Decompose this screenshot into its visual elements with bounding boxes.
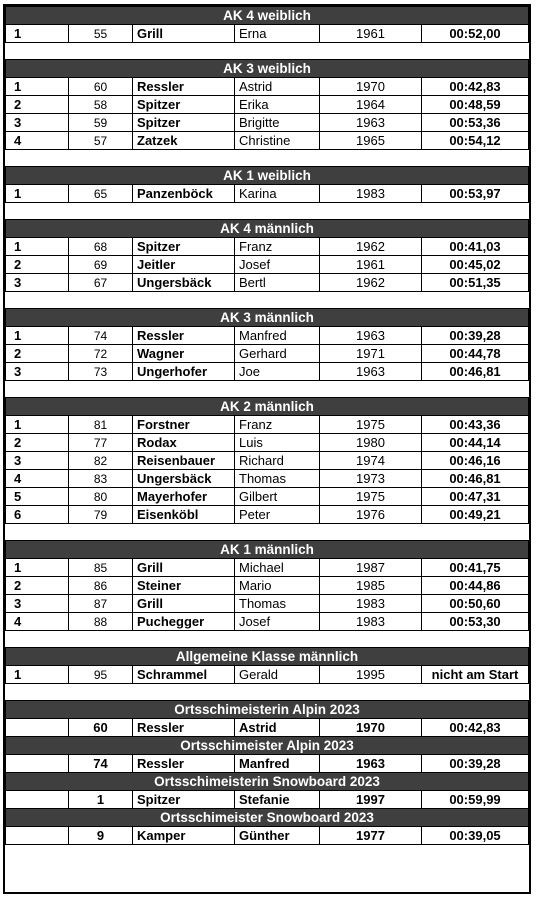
table-row (6, 488, 529, 506)
section-0-header (6, 7, 529, 25)
cell-time: 00:47,31 (422, 488, 529, 506)
cell-last: Rodax (133, 434, 235, 452)
cell-num: 59 (69, 114, 133, 132)
cell-rank: 2 (6, 256, 69, 274)
section-title: AK 3 männlich (6, 309, 529, 327)
cell-last: Spitzer (133, 96, 235, 114)
cell-last: Ungersbäck (133, 470, 235, 488)
champion-0-header (6, 701, 529, 719)
cell-rank: 6 (6, 506, 69, 524)
table-row (6, 470, 529, 488)
table-row (6, 613, 529, 631)
cell-year: 1963 (320, 327, 422, 345)
cell-time: 00:46,81 (422, 363, 529, 381)
cell-first: Franz (235, 416, 320, 434)
cell-time: 00:53,97 (422, 185, 529, 203)
cell-num: 58 (69, 96, 133, 114)
cell-year: 1975 (320, 488, 422, 506)
cell-first: Luis (235, 434, 320, 452)
cell-year: 1977 (320, 827, 422, 845)
cell-rank: 2 (6, 96, 69, 114)
spacer-cell (6, 292, 529, 309)
table-row (6, 506, 529, 524)
spacer-cell (6, 203, 529, 220)
cell-first: Richard (235, 452, 320, 470)
cell-rank: 4 (6, 613, 69, 631)
cell-rank: 1 (6, 327, 69, 345)
cell-rank: 1 (6, 666, 69, 684)
cell-last: Wagner (133, 345, 235, 363)
cell-time: 00:50,60 (422, 595, 529, 613)
cell-first: Astrid (235, 78, 320, 96)
cell-time: 00:42,83 (422, 719, 529, 737)
spacer-cell (6, 684, 529, 701)
results-sheet (3, 4, 531, 894)
cell-num: 60 (69, 78, 133, 96)
cell-first: Christine (235, 132, 320, 150)
cell-first: Michael (235, 559, 320, 577)
cell-num: 69 (69, 256, 133, 274)
cell-num: 86 (69, 577, 133, 595)
section-title: AK 3 weiblich (6, 60, 529, 78)
cell-last: Ungersbäck (133, 274, 235, 292)
cell-rank: 3 (6, 114, 69, 132)
cell-time: 00:51,35 (422, 274, 529, 292)
table-row (6, 96, 529, 114)
section-title: Allgemeine Klasse männlich (6, 648, 529, 666)
cell-rank: 3 (6, 363, 69, 381)
cell-year: 1962 (320, 274, 422, 292)
cell-year: 1964 (320, 96, 422, 114)
cell-last: Steiner (133, 577, 235, 595)
cell-last: Jeitler (133, 256, 235, 274)
cell-first: Bertl (235, 274, 320, 292)
cell-num: 67 (69, 274, 133, 292)
spacer-cell (6, 631, 529, 648)
table-row (6, 345, 529, 363)
cell-year: 1970 (320, 78, 422, 96)
cell-first: Peter (235, 506, 320, 524)
table-row (6, 755, 529, 773)
table-row (6, 719, 529, 737)
section-title: Ortsschimeister Snowboard 2023 (6, 809, 529, 827)
cell-year: 1974 (320, 452, 422, 470)
cell-num: 82 (69, 452, 133, 470)
cell-rank: 2 (6, 577, 69, 595)
section-title: AK 2 männlich (6, 398, 529, 416)
table-row (6, 434, 529, 452)
cell-year: 1995 (320, 666, 422, 684)
cell-time: 00:46,16 (422, 452, 529, 470)
table-row (6, 559, 529, 577)
cell-first: Franz (235, 238, 320, 256)
spacer-row (6, 150, 529, 167)
cell-num: 83 (69, 470, 133, 488)
section-5-header (6, 398, 529, 416)
cell-first: Joe (235, 363, 320, 381)
cell-rank: 3 (6, 452, 69, 470)
cell-last: Ressler (133, 719, 235, 737)
cell-last: Grill (133, 595, 235, 613)
table-row (6, 185, 529, 203)
cell-time: 00:41,03 (422, 238, 529, 256)
results-table (5, 6, 529, 845)
cell-first: Brigitte (235, 114, 320, 132)
cell-year: 1970 (320, 719, 422, 737)
cell-first: Mario (235, 577, 320, 595)
cell-time: 00:52,00 (422, 25, 529, 43)
cell-year: 1997 (320, 791, 422, 809)
cell-rank: 1 (6, 78, 69, 96)
cell-num: 85 (69, 559, 133, 577)
cell-num: 60 (69, 719, 133, 737)
cell-first: Thomas (235, 595, 320, 613)
cell-last: Reisenbauer (133, 452, 235, 470)
cell-first: Thomas (235, 470, 320, 488)
cell-year: 1985 (320, 577, 422, 595)
section-title: AK 1 männlich (6, 541, 529, 559)
cell-num: 81 (69, 416, 133, 434)
cell-year: 1971 (320, 345, 422, 363)
section-title: Ortsschimeisterin Snowboard 2023 (6, 773, 529, 791)
cell-num: 74 (69, 755, 133, 773)
cell-rank: 2 (6, 434, 69, 452)
cell-first: Manfred (235, 327, 320, 345)
cell-time: 00:41,75 (422, 559, 529, 577)
cell-last: Ressler (133, 78, 235, 96)
cell-time: 00:53,36 (422, 114, 529, 132)
table-row (6, 416, 529, 434)
cell-year: 1987 (320, 559, 422, 577)
spacer-row (6, 43, 529, 60)
cell-rank: 1 (6, 185, 69, 203)
cell-time: 00:44,78 (422, 345, 529, 363)
cell-time: 00:39,28 (422, 755, 529, 773)
section-4-header (6, 309, 529, 327)
cell-first: Josef (235, 613, 320, 631)
spacer-row (6, 524, 529, 541)
cell-time: 00:44,86 (422, 577, 529, 595)
cell-num: 55 (69, 25, 133, 43)
cell-time: 00:49,21 (422, 506, 529, 524)
cell-rank: 4 (6, 470, 69, 488)
cell-last: Kamper (133, 827, 235, 845)
cell-rank: 2 (6, 345, 69, 363)
cell-last: Spitzer (133, 791, 235, 809)
cell-year: 1965 (320, 132, 422, 150)
cell-rank: 5 (6, 488, 69, 506)
cell-first: Karina (235, 185, 320, 203)
cell-first: Josef (235, 256, 320, 274)
cell-last: Panzenböck (133, 185, 235, 203)
spacer-cell (6, 524, 529, 541)
cell-year: 1975 (320, 416, 422, 434)
cell-time: 00:42,83 (422, 78, 529, 96)
champion-1-header (6, 737, 529, 755)
cell-time: 00:39,28 (422, 327, 529, 345)
cell-rank (6, 755, 69, 773)
table-row (6, 132, 529, 150)
cell-first: Stefanie (235, 791, 320, 809)
cell-rank: 1 (6, 559, 69, 577)
spacer-cell (6, 43, 529, 60)
cell-rank: 3 (6, 595, 69, 613)
cell-num: 77 (69, 434, 133, 452)
cell-time: 00:54,12 (422, 132, 529, 150)
spacer-row (6, 381, 529, 398)
cell-first: Gerald (235, 666, 320, 684)
cell-num: 95 (69, 666, 133, 684)
cell-rank: 1 (6, 25, 69, 43)
cell-first: Erika (235, 96, 320, 114)
cell-time: 00:39,05 (422, 827, 529, 845)
cell-year: 1963 (320, 755, 422, 773)
section-title: AK 1 weiblich (6, 167, 529, 185)
table-row (6, 577, 529, 595)
cell-rank (6, 719, 69, 737)
spacer-row (6, 631, 529, 648)
cell-num: 88 (69, 613, 133, 631)
cell-last: Spitzer (133, 238, 235, 256)
cell-rank: 3 (6, 274, 69, 292)
cell-time: 00:53,30 (422, 613, 529, 631)
cell-num: 80 (69, 488, 133, 506)
section-3-header (6, 220, 529, 238)
section-7-header (6, 648, 529, 666)
cell-last: Schrammel (133, 666, 235, 684)
table-row (6, 256, 529, 274)
cell-time: 00:59,99 (422, 791, 529, 809)
section-title: Ortsschimeisterin Alpin 2023 (6, 701, 529, 719)
cell-num: 72 (69, 345, 133, 363)
cell-year: 1983 (320, 185, 422, 203)
table-row (6, 327, 529, 345)
spacer-row (6, 684, 529, 701)
spacer-row (6, 292, 529, 309)
cell-num: 1 (69, 791, 133, 809)
cell-time: 00:45,02 (422, 256, 529, 274)
table-row (6, 452, 529, 470)
cell-last: Grill (133, 25, 235, 43)
table-row (6, 78, 529, 96)
section-title: Ortsschimeister Alpin 2023 (6, 737, 529, 755)
section-1-header (6, 60, 529, 78)
cell-time: 00:43,36 (422, 416, 529, 434)
cell-first: Gerhard (235, 345, 320, 363)
cell-last: Ungerhofer (133, 363, 235, 381)
cell-year: 1983 (320, 613, 422, 631)
cell-year: 1980 (320, 434, 422, 452)
table-row (6, 666, 529, 684)
cell-num: 57 (69, 132, 133, 150)
cell-last: Ressler (133, 327, 235, 345)
section-2-header (6, 167, 529, 185)
cell-last: Puchegger (133, 613, 235, 631)
cell-first: Günther (235, 827, 320, 845)
cell-time: 00:46,81 (422, 470, 529, 488)
cell-last: Eisenköbl (133, 506, 235, 524)
cell-last: Forstner (133, 416, 235, 434)
cell-rank: 1 (6, 416, 69, 434)
champion-3-header (6, 809, 529, 827)
table-row (6, 114, 529, 132)
table-row (6, 827, 529, 845)
table-row (6, 791, 529, 809)
cell-last: Grill (133, 559, 235, 577)
champion-2-header (6, 773, 529, 791)
cell-year: 1961 (320, 256, 422, 274)
cell-num: 65 (69, 185, 133, 203)
cell-last: Mayerhofer (133, 488, 235, 506)
spacer-cell (6, 381, 529, 398)
cell-rank: 4 (6, 132, 69, 150)
section-title: AK 4 männlich (6, 220, 529, 238)
section-title: AK 4 weiblich (6, 7, 529, 25)
cell-first: Astrid (235, 719, 320, 737)
cell-num: 73 (69, 363, 133, 381)
table-row (6, 25, 529, 43)
table-row (6, 363, 529, 381)
cell-last: Ressler (133, 755, 235, 773)
cell-year: 1983 (320, 595, 422, 613)
cell-first: Manfred (235, 755, 320, 773)
cell-year: 1976 (320, 506, 422, 524)
table-row (6, 274, 529, 292)
cell-year: 1973 (320, 470, 422, 488)
cell-first: Erna (235, 25, 320, 43)
section-6-header (6, 541, 529, 559)
results-body (6, 7, 529, 845)
cell-time: 00:44,14 (422, 434, 529, 452)
cell-num: 79 (69, 506, 133, 524)
cell-first: Gilbert (235, 488, 320, 506)
cell-year: 1962 (320, 238, 422, 256)
cell-year: 1963 (320, 114, 422, 132)
cell-rank (6, 827, 69, 845)
cell-year: 1961 (320, 25, 422, 43)
cell-rank (6, 791, 69, 809)
table-row (6, 238, 529, 256)
cell-time: nicht am Start (422, 666, 529, 684)
cell-num: 74 (69, 327, 133, 345)
cell-num: 87 (69, 595, 133, 613)
cell-num: 9 (69, 827, 133, 845)
spacer-row (6, 203, 529, 220)
cell-time: 00:48,59 (422, 96, 529, 114)
cell-last: Spitzer (133, 114, 235, 132)
table-row (6, 595, 529, 613)
cell-last: Zatzek (133, 132, 235, 150)
cell-num: 68 (69, 238, 133, 256)
cell-year: 1963 (320, 363, 422, 381)
cell-rank: 1 (6, 238, 69, 256)
spacer-cell (6, 150, 529, 167)
